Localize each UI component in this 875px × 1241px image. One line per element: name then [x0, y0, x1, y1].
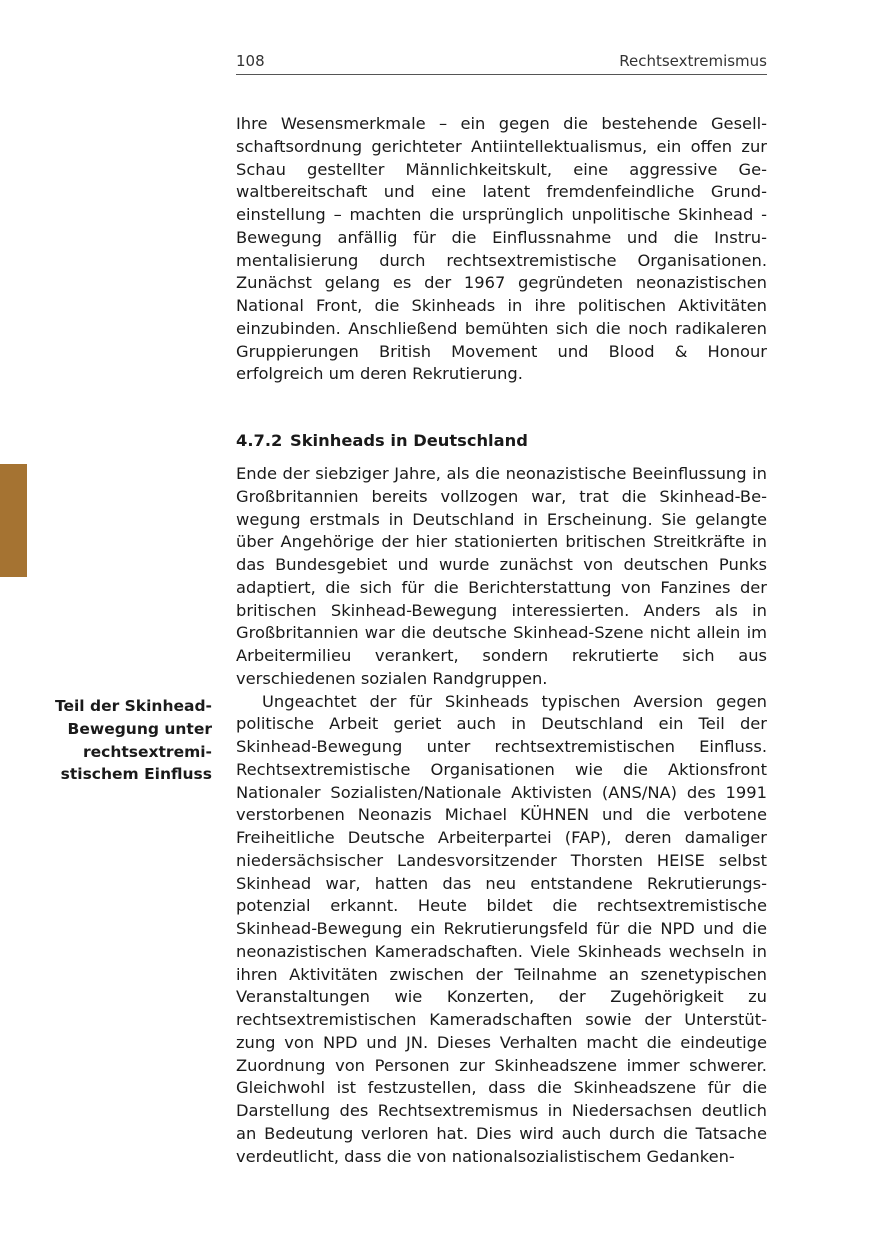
running-header: [236, 52, 767, 75]
section-title: Skinheads in Deutschland: [290, 431, 528, 450]
intro-paragraph: Ihre Wesensmerkmale – ein gegen die bestehende Gesellschaftsordnung gerichteter Antiintellektualismus, ein offen zur Schau gestellter Männlichkeitskult, eine aggressive Gewaltbereitschaft und eine latent fremdenfeindliche Grundeinstellung – machten die ursprünglich unpolitische Skinhead -Bewegung anfällig für die Einflussnahme und die Instrumentalisierung durch rechtsextremistische Organisationen. Zunächst gelang es der 1967 gegründeten neonazistischen National Front, die Skinheads in ihre politischen Aktivitäten einzubinden. Anschließend bemühten sich die noch radikaleren Gruppierungen British Movement und Blood & Honour erfolgreich um deren Rekrutierung.: [236, 114, 767, 384]
section-body: [236, 463, 767, 1168]
section-paragraph-2: Ungeachtet der für Skinheads typischen Aversion gegen politische Arbeit geriet auch in Deutschland ein Teil der Skinhead-Bewegung unter rechtsextremistischen Einfluss. Rechtsextremistische Organisationen wie die Aktionsfront Nationaler Sozialisten/Nationale Aktivisten (ANS/NA) des 1991 verstorbenen Neonazis Michael KÜHNEN und die verbotene Freiheitliche Deutsche Arbeiterpartei (FAP), deren damaliger niedersächsischer Landesvorsitzender Thorsten HEISE selbst Skinhead war, hatten das neu entstandene Rekrutierungspotenzial erkannt. Heute bildet die rechtsextremistische Skinhead-Bewegung ein Rekrutierungsfeld für die NPD und die neonazistischen Kameradschaften. Viele Skinheads wechseln in ihren Aktivitäten zwischen der Teilnahme an szenetypischen Veranstaltungen wie Konzerten, der Zugehörigkeit zu rechtsextremistischen Kameradschaften sowie der Unterstützung von NPD und JN. Dieses Verhalten macht die eindeutige Zuordnung von Personen zur Skinheadszene immer schwerer. Gleichwohl ist festzustellen, dass die Skinheadszene für die Darstellung des Rechtsextremismus in Niedersachsen deutlich an Bedeutung verloren hat. Dies wird auch durch die Tatsache verdeutlicht, dass die von nationalsozialistischem Gedanken-: [236, 691, 767, 1166]
margin-note: Teil der Skinhead-Bewegung unter rechtsextremi-stischem Einfluss: [54, 697, 212, 784]
chapter-tab-marker: [0, 464, 27, 577]
intro-paragraph-block: [236, 113, 767, 386]
section-number: 4.7.2: [236, 431, 283, 450]
running-title: Rechtsextremismus: [619, 52, 767, 70]
section-paragraph-1: Ende der siebziger Jahre, als die neonazistische Beeinflussung in Großbritannien bereits vollzogen war, trat die Skinhead-Bewegung erstmals in Deutschland in Erscheinung. Sie gelangte über Angehörige der hier stationierten britischen Streitkräfte in das Bundesgebiet und wurde zunächst von deutschen Punks adaptiert, die sich für die Berichterstattung von Fanzines der britischen Skinhead-Bewegung interessierten. Anders als in Großbritannien war die deutsche Skinhead-Szene nicht allein im Arbeitermilieu verankert, sondern rekrutierte sich aus verschiedenen sozialen Randgruppen.: [236, 464, 767, 688]
page-number: 108: [236, 52, 265, 70]
section-heading: [236, 430, 767, 452]
